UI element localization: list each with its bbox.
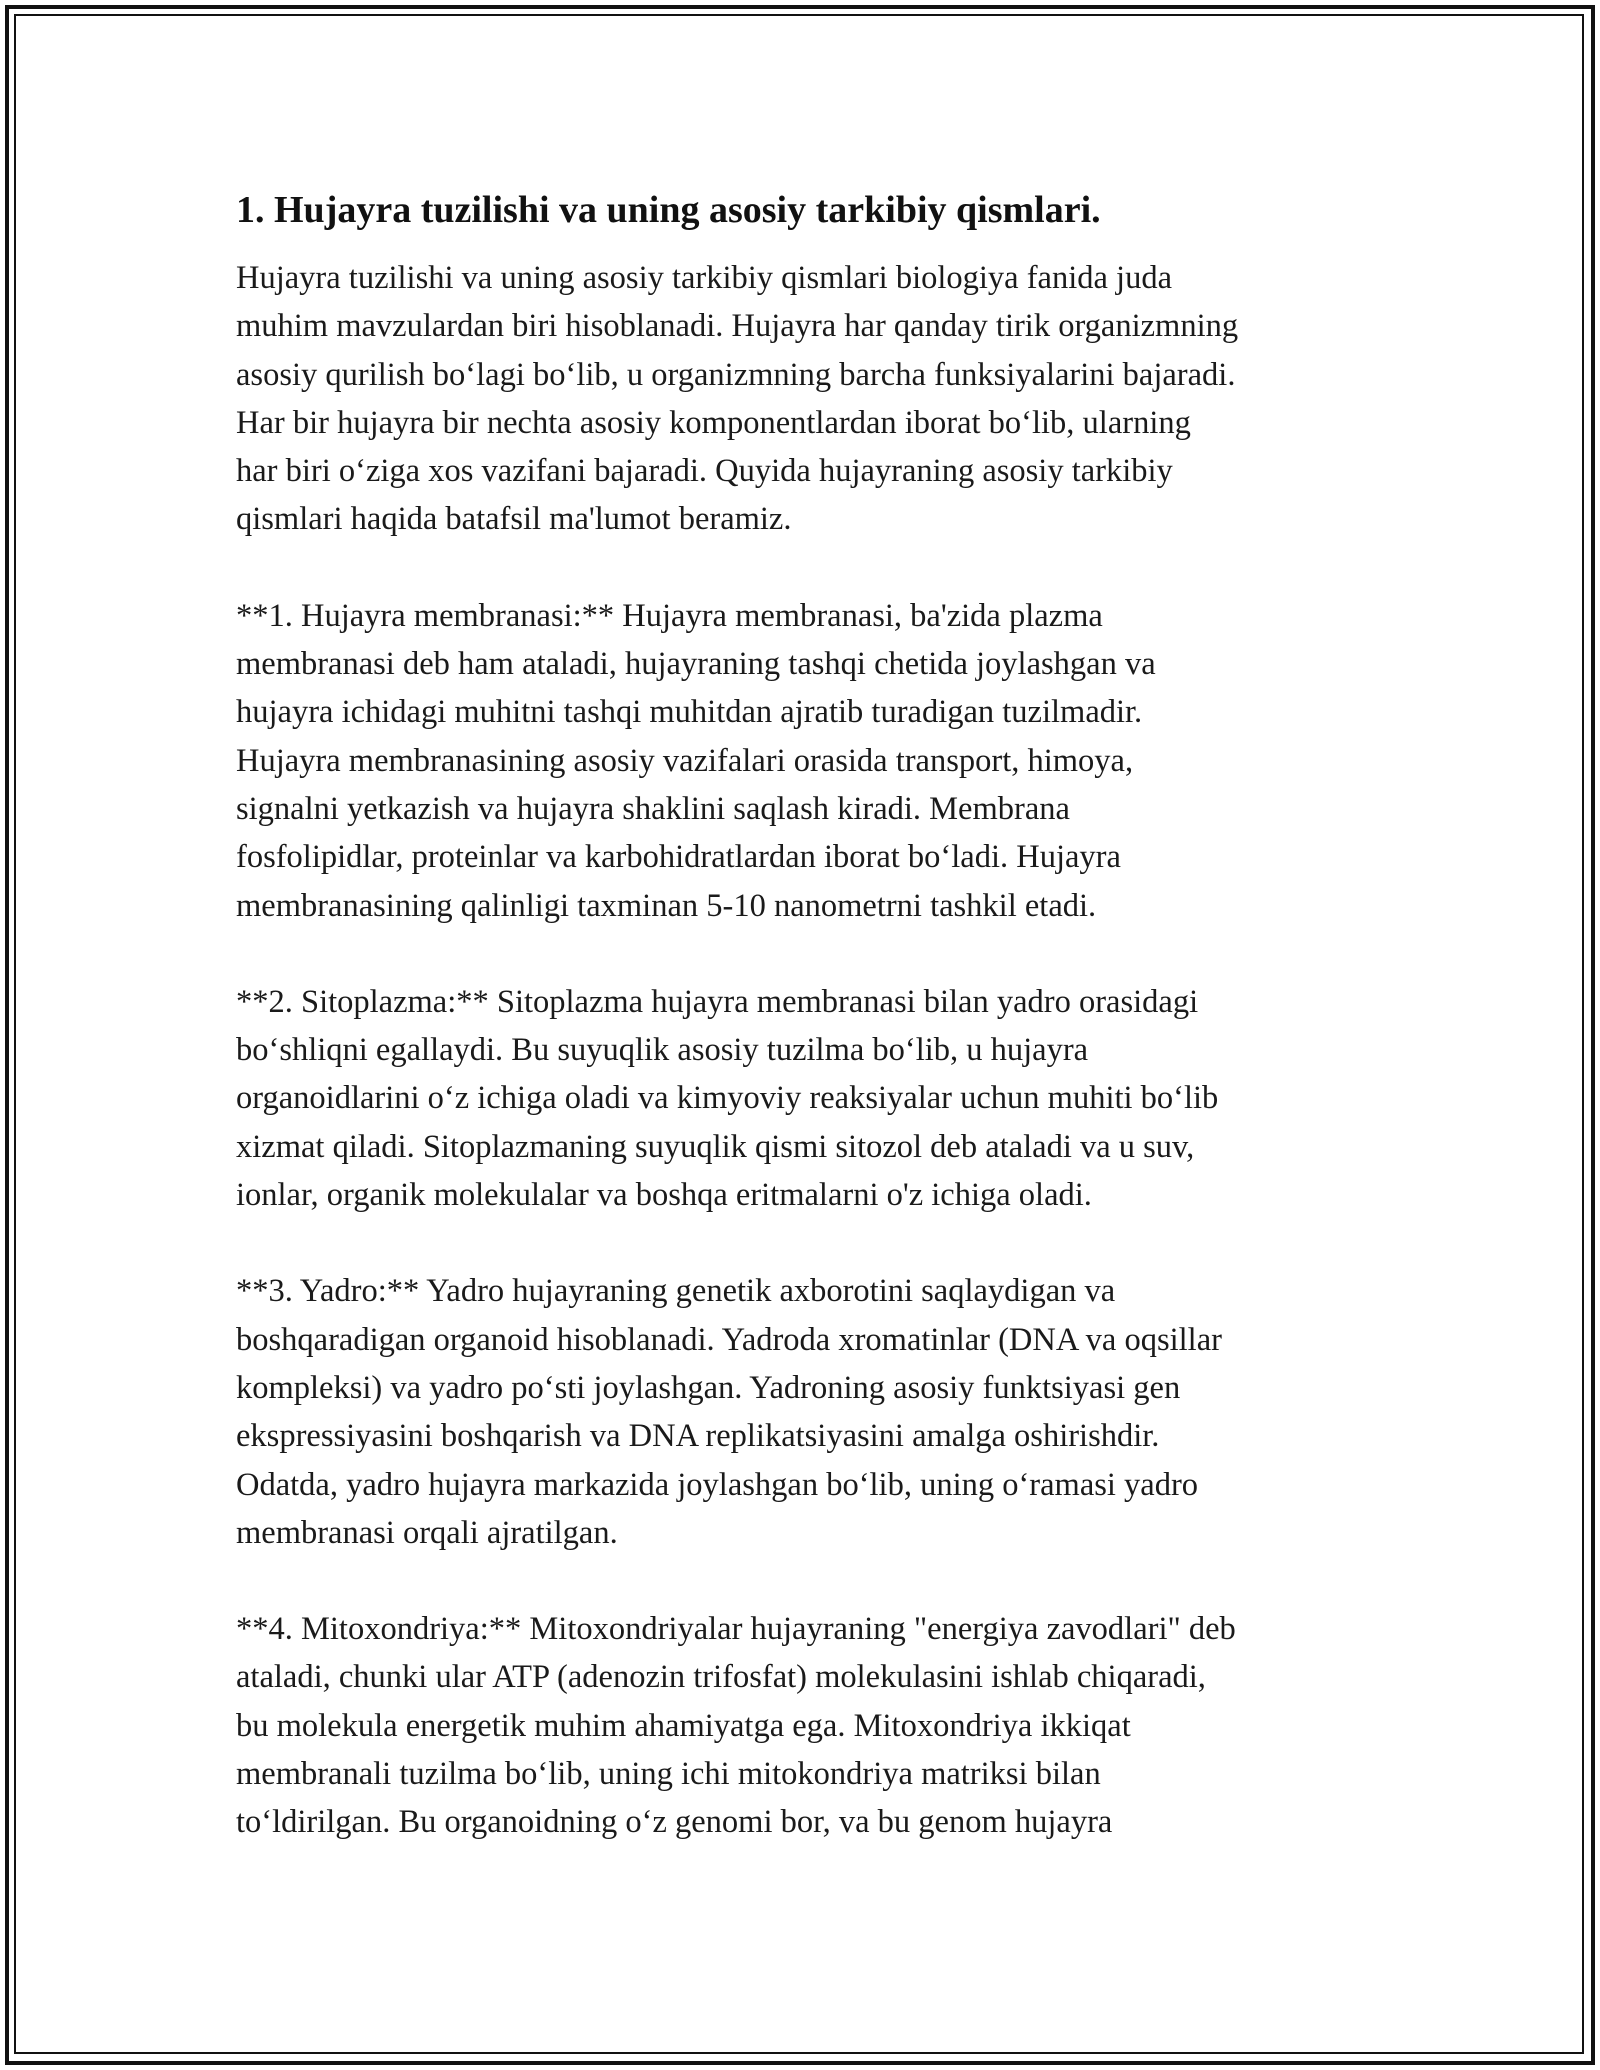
cytoplasm-paragraph xyxy=(236,978,1382,1219)
paragraph-line: membranali tuzilma bo‘lib, uning ichi mitokondriya matriksi bilan xyxy=(236,1756,1101,1793)
paragraph-line: muhim mavzulardan biri hisoblanadi. Hujayra har qanday tirik organizmning xyxy=(236,308,1239,345)
paragraph-line: qismlari haqida batafsil ma'lumot beramiz. xyxy=(236,501,792,538)
paragraph-line: Odatda, yadro hujayra markazida joylashgan bo‘lib, uning o‘ramasi yadro xyxy=(236,1466,1199,1503)
intro-paragraph xyxy=(236,254,1382,544)
paragraph-line: organoidlarini o‘z ichiga oladi va kimyoviy reaksiyalar uchun muhiti bo‘lib xyxy=(236,1080,1219,1117)
nucleus-paragraph xyxy=(236,1267,1382,1557)
paragraph-line: ekspressiyasini boshqarish va DNA replikatsiyasini amalga oshirishdir. xyxy=(236,1418,1160,1455)
paragraph-line: ataladi, chunki ular ATP (adenozin trifosfat) molekulasini ishlab chiqaradi, xyxy=(236,1659,1206,1696)
paragraph-line: kompleksi) va yadro po‘sti joylashgan. Yadroning asosiy funktsiyasi gen xyxy=(236,1369,1181,1406)
paragraph-line: membranasining qalinligi taxminan 5-10 nanometrni tashkil etadi. xyxy=(236,887,1097,924)
paragraph-line: fosfolipidlar, proteinlar va karbohidratlardan iborat bo‘ladi. Hujayra xyxy=(236,839,1121,876)
paragraph-line: membranasi deb ham ataladi, hujayraning tashqi chetida joylashgan va xyxy=(236,646,1156,683)
paragraph-line: boshqaradigan organoid hisoblanadi. Yadroda xromatinlar (DNA va oqsillar xyxy=(236,1321,1222,1358)
paragraph-line: bo‘shliqni egallaydi. Bu suyuqlik asosiy tuzilma bo‘lib, u hujayra xyxy=(236,1032,1089,1069)
document-body xyxy=(236,186,1382,1895)
paragraph-line: **2. Sitoplazma:** Sitoplazma hujayra membranasi bilan yadro orasidagi xyxy=(236,983,1199,1020)
paragraph-line: Hujayra membranasining asosiy vazifalari orasida transport, himoya, xyxy=(236,742,1134,779)
paragraph-line: signalni yetkazish va hujayra shaklini saqlash kiradi. Membrana xyxy=(236,790,1070,827)
paragraph-line: to‘ldirilgan. Bu organoidning o‘z genomi bor, va bu genom hujayra xyxy=(236,1804,1113,1841)
paragraph-line: Hujayra tuzilishi va uning asosiy tarkibiy qismlari biologiya fanida juda xyxy=(236,260,1172,296)
mitochondria-paragraph xyxy=(236,1605,1382,1846)
paragraph-line: **3. Yadro:** Yadro hujayraning genetik axborotini saqlaydigan va xyxy=(236,1273,1116,1310)
paragraph-line: asosiy qurilish bo‘lagi bo‘lib, u organizmning barcha funksiyalarini bajaradi. xyxy=(236,356,1236,393)
paragraph-line: har biri o‘ziga xos vazifani bajaradi. Quyida hujayraning asosiy tarkibiy xyxy=(236,453,1173,490)
paragraph-line: xizmat qiladi. Sitoplazmaning suyuqlik qismi sitozol deb ataladi va u suv, xyxy=(236,1128,1195,1165)
paragraph-line: Har bir hujayra bir nechta asosiy komponentlardan iborat bo‘lib, ularning xyxy=(236,404,1191,441)
document-heading: 1. Hujayra tuzilishi va uning asosiy tarkibiy qismlari. xyxy=(236,189,1101,231)
paragraph-line: bu molekula energetik muhim ahamiyatga ega. Mitoxondriya ikkiqat xyxy=(236,1707,1131,1744)
paragraph-line: membranasi orqali ajratilgan. xyxy=(236,1514,618,1551)
paragraph-line: **4. Mitoxondriya:** Mitoxondriyalar hujayraning "energiya zavodlari" deb xyxy=(236,1611,1236,1648)
paragraph-line: **1. Hujayra membranasi:** Hujayra membranasi, ba'zida plazma xyxy=(236,597,1103,634)
paragraph-line: ionlar, organik molekulalar va boshqa eritmalarni o'z ichiga oladi. xyxy=(236,1177,1092,1214)
membrane-paragraph xyxy=(236,592,1382,930)
paragraph-line: hujayra ichidagi muhitni tashqi muhitdan ajratib turadigan tuzilmadir. xyxy=(236,694,1143,731)
